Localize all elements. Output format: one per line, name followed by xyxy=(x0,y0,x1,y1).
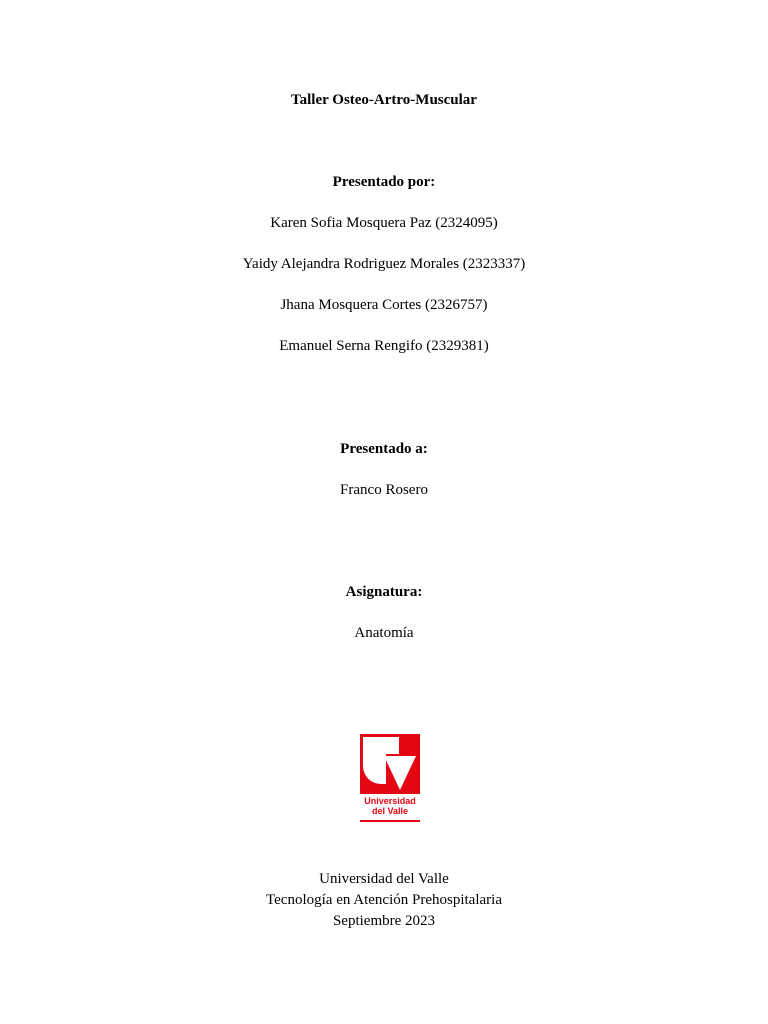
presented-to-name: Franco Rosero xyxy=(340,482,428,498)
presented-to-label: Presentado a: xyxy=(340,441,428,457)
university-logo xyxy=(358,732,422,824)
subject-name: Anatomía xyxy=(354,625,414,641)
author-name: Yaidy Alejandra Rodriguez Morales (2323337) xyxy=(242,256,526,272)
university-logo-mark xyxy=(358,732,422,794)
author-name: Karen Sofia Mosquera Paz (2324095) xyxy=(270,215,498,231)
logo-underline xyxy=(360,820,420,822)
presented-by-label: Presentado por: xyxy=(332,174,436,190)
subject-label: Asignatura: xyxy=(345,584,423,600)
logo-text-line2: del Valle xyxy=(371,806,409,816)
footer-date: Septiembre 2023 xyxy=(332,913,436,929)
footer-program: Tecnología en Atención Prehospitalaria xyxy=(266,892,502,908)
author-name: Emanuel Serna Rengifo (2329381) xyxy=(279,338,489,354)
author-name: Jhana Mosquera Cortes (2326757) xyxy=(280,297,488,313)
footer-institution: Universidad del Valle xyxy=(319,871,449,887)
document-title: Taller Osteo-Artro-Muscular xyxy=(291,92,477,108)
logo-text-line1: Universidad xyxy=(364,796,416,806)
